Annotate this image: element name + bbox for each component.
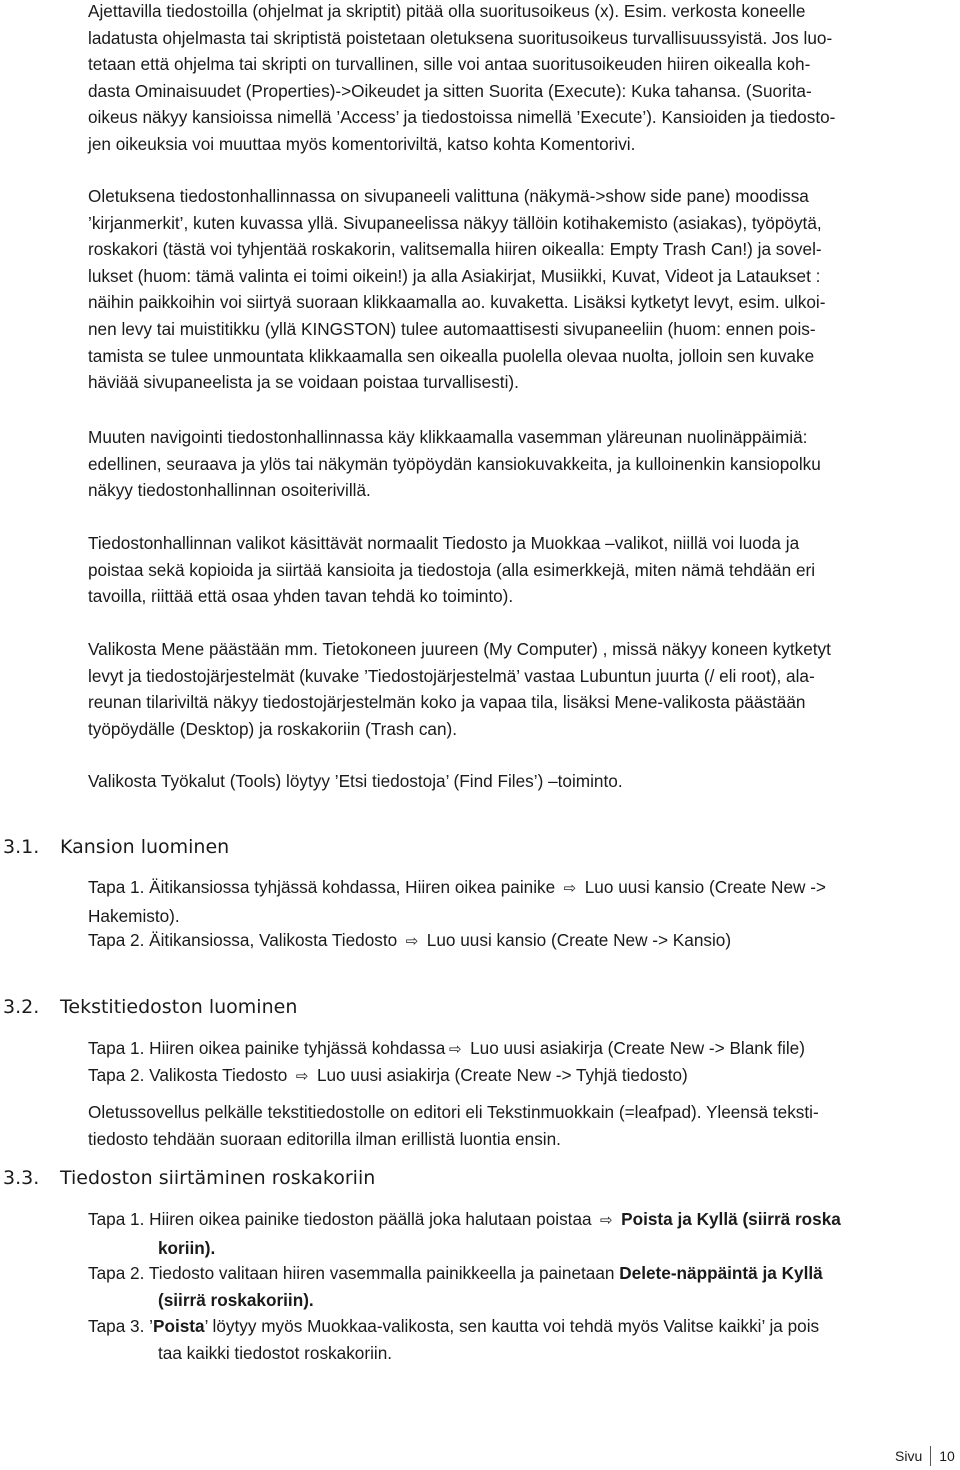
right-arrow-icon: ⇨	[563, 880, 577, 897]
paragraph-go-menu: Valikosta Mene päästään mm. Tietokoneen juureen (My Computer) , missä näkyy koneen kytketyt levyt ja tiedostojärjestelmät (kuvake ’Tiedostojärjestelmä’ vastaa Lubuntun juurta (/ eli root), ala- reunan tilariviltä näkyy tiedostojärjestelmän koko ja vapaa tila, lisäksi Mene-valikosta päästään työpöydälle (Desktop) ja roskakoriin (Trash can).	[88, 639, 831, 739]
section-title: Kansion luominen	[60, 836, 230, 858]
section-heading-3-2	[0, 996, 950, 1024]
section-title: Tiedoston siirtäminen roskakoriin	[60, 1167, 376, 1189]
page-footer	[895, 1446, 955, 1466]
section-number: 3.2.	[3, 996, 40, 1018]
section-heading-3-1	[0, 836, 950, 864]
step-item: Tapa 2. Valikosta Tiedosto ⇨ Luo uusi asiakirja (Create New -> Tyhjä tiedosto)	[88, 1062, 950, 1091]
page-number: 10	[939, 1448, 955, 1464]
paragraph-default-editor: Oletussovellus pelkälle tekstitiedostolle on editori eli Tekstinmuokkain (=leafpad). Yleensä teksti- tiedosto tehdään suoraan editorilla ilman erillistä luontia ensin.	[88, 1102, 819, 1149]
paragraph-tools-menu: Valikosta Työkalut (Tools) löytyy ’Etsi tiedostoja’ (Find Files’) –toiminto.	[88, 771, 623, 791]
footer-label: Sivu	[895, 1448, 923, 1464]
paragraph-menus: Tiedostonhallinnan valikot käsittävät normaalit Tiedosto ja Muokkaa –valikot, niillä voi luoda ja poistaa sekä kopioida ja siirtää kansioita ja tiedostoja (alla esimerkkejä, miten nämä tehdään eri tavoilla, riittää että osaa yhden tavan tehdä ko toiminto).	[88, 533, 816, 607]
step-item: Tapa 1. Äitikansiossa tyhjässä kohdassa, Hiiren oikea painike ⇨ Luo uusi kansio (Create New -> Hakemisto).	[88, 877, 826, 926]
right-arrow-icon: ⇨	[295, 1068, 309, 1085]
paragraph-navigation: Muuten navigointi tiedostonhallinnassa käy klikkaamalla vasemman yläreunan nuolinäppäimiä: edellinen, seuraava ja ylös tai näkymän työpöydän kansiokuvakkeita, ja kulloinenkin kansiopolku näkyy tiedostonhallinnan osoiterivillä.	[88, 427, 821, 501]
step-item: Tapa 3. ’Poista’ löytyy myös Muokkaa-valikosta, sen kautta voi tehdä myös Valitse kaikki’ ja pois taa kaikki tiedostot roskakoriin.	[88, 1316, 820, 1363]
right-arrow-icon: ⇨	[449, 1041, 462, 1058]
section-heading-3-3	[0, 1167, 950, 1195]
step-item: Tapa 1. Hiiren oikea painike tiedoston päällä joka halutaan poistaa ⇨ Poista ja Kyllä (siirrä roska koriin).	[88, 1209, 841, 1258]
step-item: Tapa 1. Hiiren oikea painike tyhjässä kohdassa ⇨ Luo uusi asiakirja (Create New -> Blank file)	[88, 1035, 950, 1064]
section-number: 3.1.	[3, 836, 40, 858]
step-item: Tapa 2. Äitikansiossa, Valikosta Tiedosto ⇨ Luo uusi kansio (Create New -> Kansio)	[88, 927, 950, 956]
paragraph-execute-permissions: Ajettavilla tiedostoilla (ohjelmat ja skriptit) pitää olla suoritusoikeus (x). Esim. verkosta koneelle ladatusta ohjelmasta tai skriptistä poistetaan oletuksena suoritusoikeus turvallisuussyistä. Jos luo- tetaan että ohjelma tai skripti on turvallinen, sille voi antaa suoritusoikeuden hiiren oikealla koh- dasta Ominaisuudet (Properties)->Oikeudet ja sitten Suorita (Execute): Kuka tahansa. (Suorita- oikeus näkyy kansioissa nimellä ’Access’ ja tiedostoissa nimellä ’Execute’). Kansioiden ja tiedosto- jen oikeuksia voi muuttaa myös komentoriviltä, katso kohta Komentorivi.	[88, 1, 836, 154]
footer-divider	[930, 1446, 931, 1466]
right-arrow-icon: ⇨	[600, 1212, 613, 1229]
section-title: Tekstitiedoston luominen	[60, 996, 298, 1018]
paragraph-side-pane: Oletuksena tiedostonhallinnassa on sivupaneeli valittuna (näkymä->show side pane) moodissa ’kirjanmerkit’, kuten kuvassa yllä. Sivupaneelissa näkyy tällöin kotihakemisto (asiakas), työpöytä, roskakori (tästä voi tyhjentää roskakorin, valitsemalla hiiren oikealla: Empty Trash Can!) ja sovel- lukset (huom: tämä valinta ei toimi oikein!) ja alla Asiakirjat, Musiikki, Kuvat, Videot ja Lataukset : näihin paikkoihin voi siirtyä suoraan klikkaamalla ao. kuvaketta. Lisäksi kytketyt levyt, esim. ulkoi- nen levy tai muistitikku (yllä KINGSTON) tulee automaattisesti sivupaneeliin (huom: ennen pois- tamista se tulee unmountata klikkaamalla sen oikealla puolella olevaa nuolta, jolloin sen kuvake häviää sivupaneelista ja se voidaan poistaa turvallisesti).	[88, 186, 826, 393]
step-item: Tapa 2. Tiedosto valitaan hiiren vasemmalla painikkeella ja painetaan Delete-näppäintä ja Kyllä (siirrä roskakoriin).	[88, 1263, 823, 1310]
right-arrow-icon: ⇨	[405, 933, 419, 950]
section-number: 3.3.	[3, 1167, 40, 1189]
